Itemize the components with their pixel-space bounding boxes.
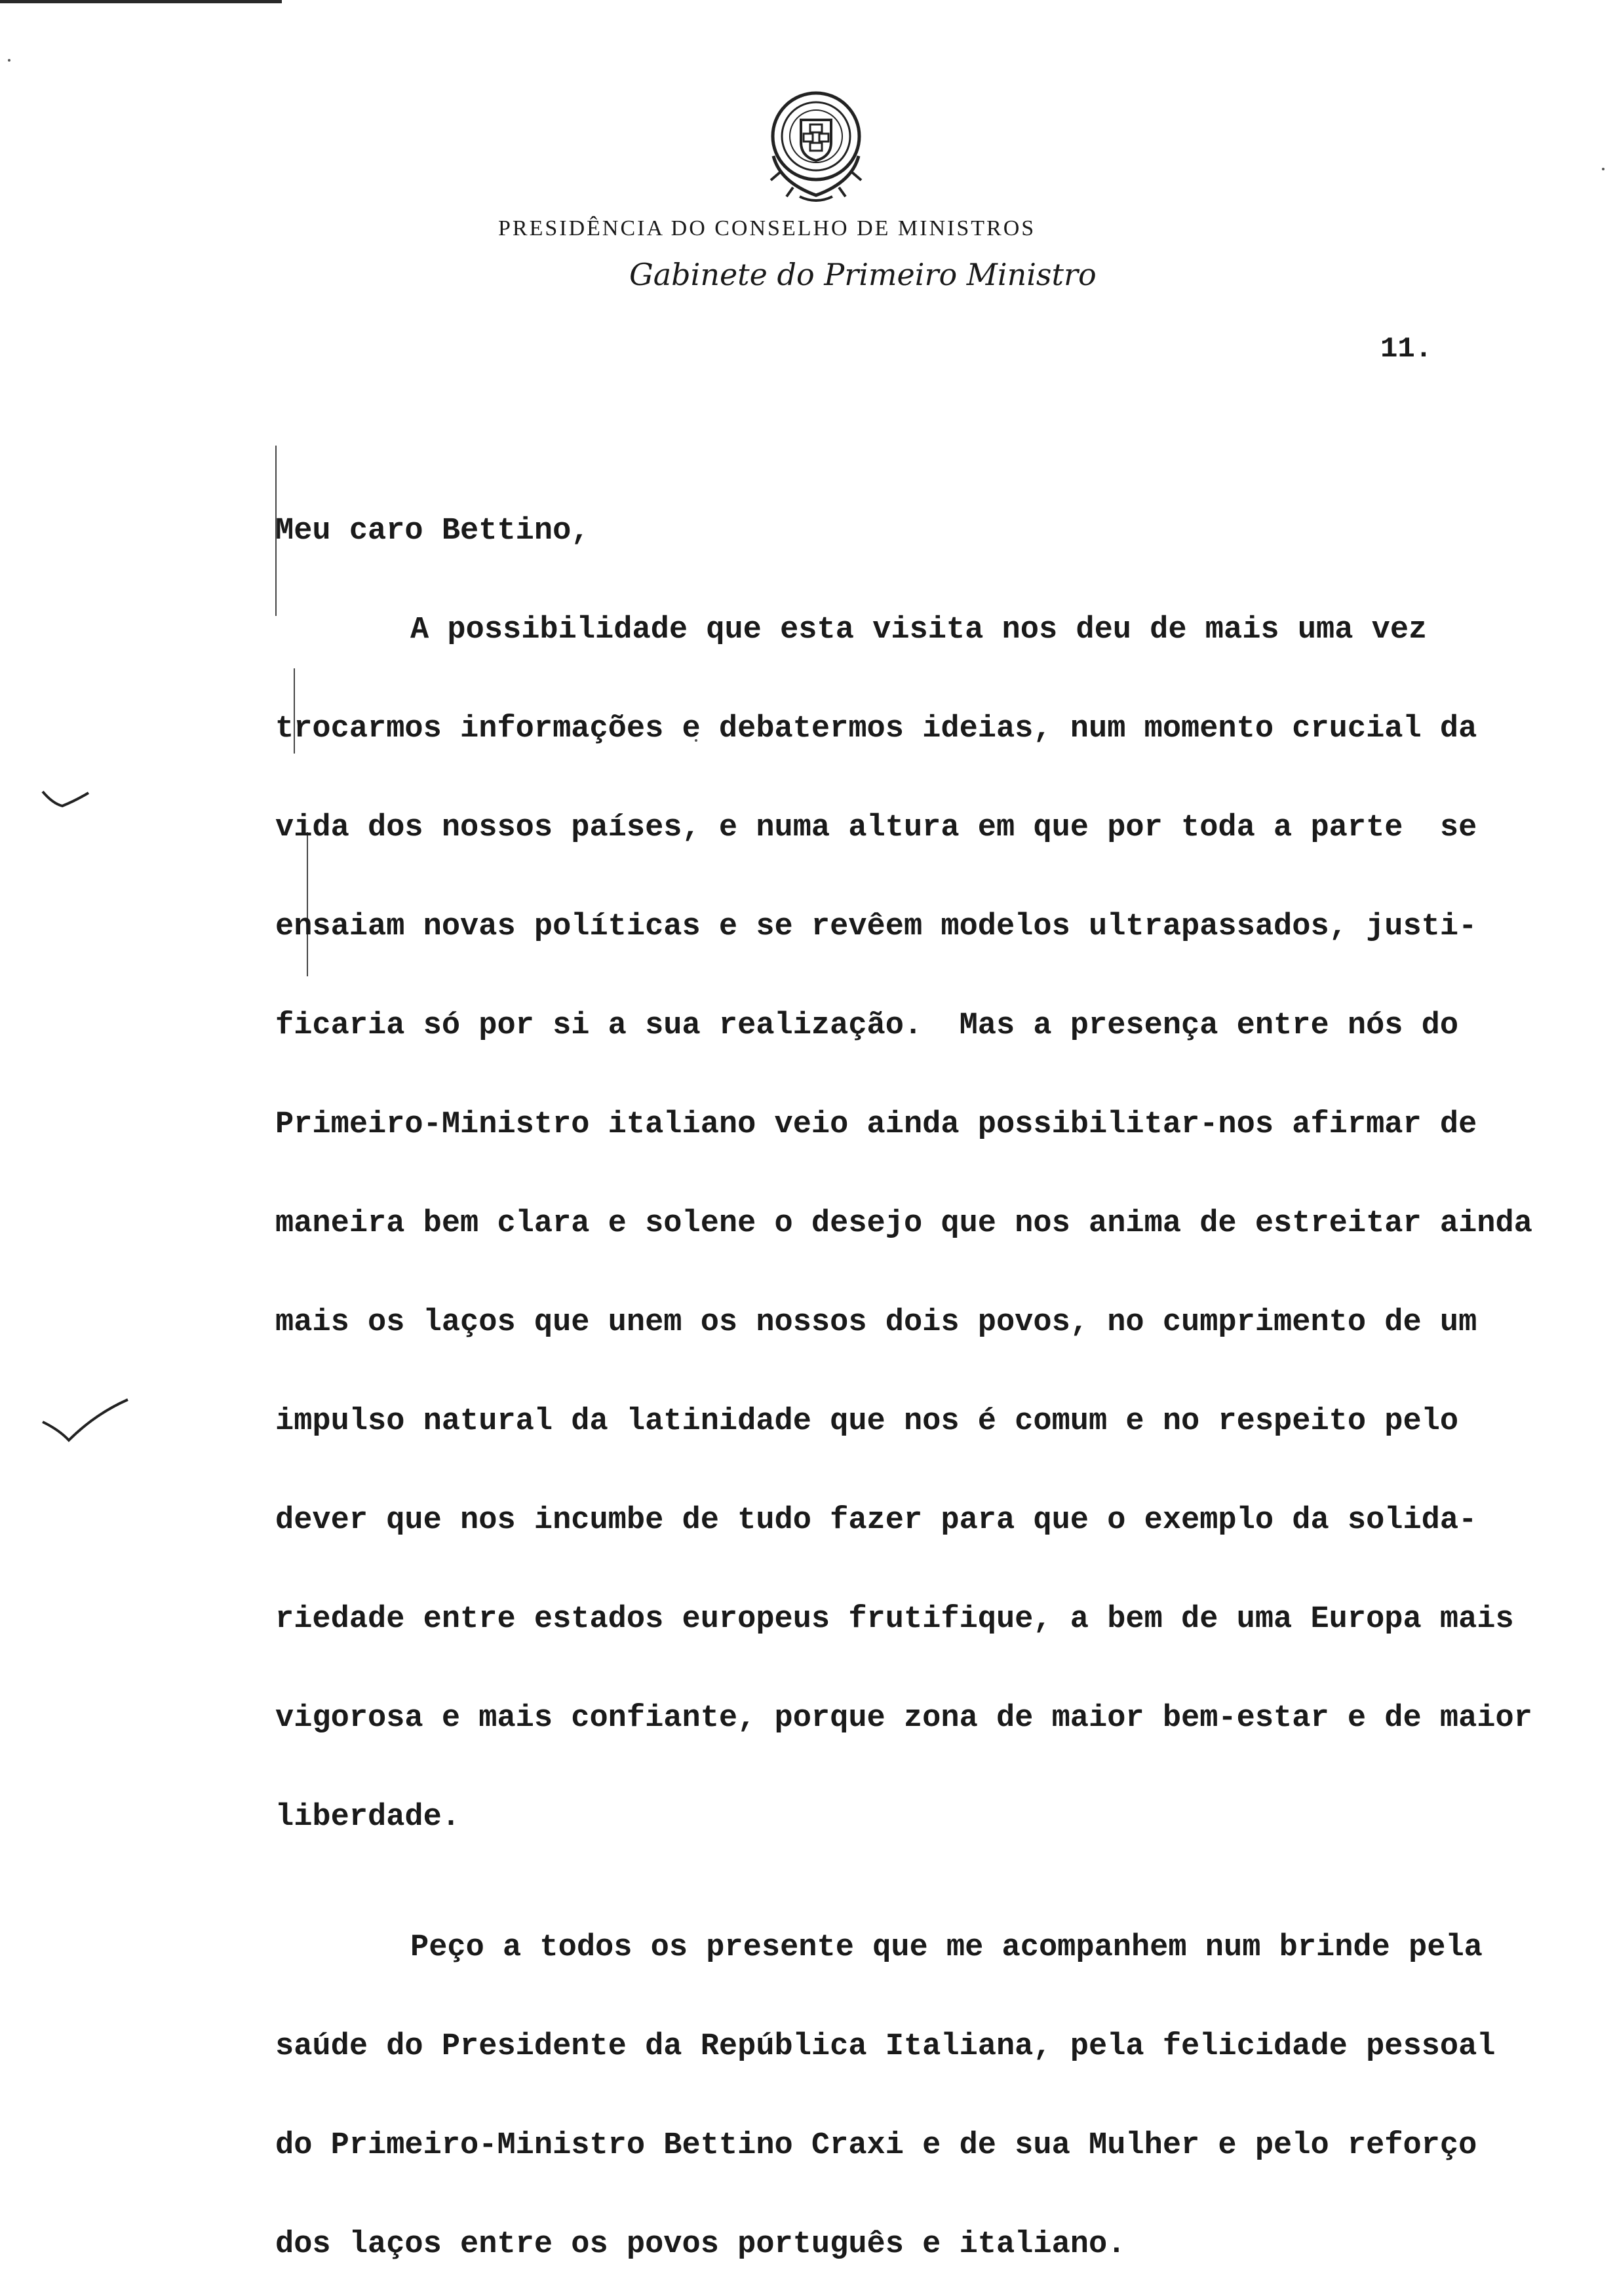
top-rule [0,0,282,3]
paper-speck [1602,168,1605,170]
check-mark-icon [39,786,92,813]
paragraph-line: ficaria só por si a sua realização. Mas a presença entre nós do [275,1008,1459,1043]
letter-body [275,482,1606,2294]
paragraph-line: do Primeiro-Ministro Bettino Craxi e de sua Mulher e pelo reforço [275,2128,1477,2163]
paragraph-1 [275,581,1606,1867]
paragraph-line: Primeiro-Ministro italiano veio ainda possibilitar-nos afirmar de [275,1107,1477,1142]
paper-speck [8,59,10,62]
office-subtitle: Gabinete do Primeiro Ministro [629,257,1097,292]
paragraph-line: dever que nos incumbe de tudo fazer para que o exemplo da solida- [275,1503,1477,1538]
paragraph-line: A possibilidade que esta visita nos deu de mais uma vez [410,613,1428,647]
paragraph-gap [275,1867,1606,1898]
paragraph-2 [275,1898,1606,2294]
paragraph-line: dos laços entre os povos português e italiano. [275,2227,1126,2262]
paragraph-line: impulso natural da latinidade que nos é comum e no respeito pelo [275,1404,1459,1439]
paragraph-line: trocarmos informações e debatermos ideias, num momento crucial da [275,712,1477,746]
check-mark-icon [39,1396,131,1448]
institution-title: PRESIDÊNCIA DO CONSELHO DE MINISTROS [498,216,1036,240]
paragraph-line: Peço a todos os presente que me acompanhem num brinde pela [410,1930,1483,1965]
paragraph-line: vigorosa e mais confiante, porque zona de maior bem-estar e de maior [275,1701,1532,1736]
paragraph-line: riedade entre estados europeus frutifique, a bem de uma Europa mais [275,1602,1514,1637]
page-number: 11. [1380,333,1433,366]
paragraph-line: liberdade. [275,1800,461,1835]
paragraph-line: ensaiam novas políticas e se revêem modelos ultrapassados, justi- [275,909,1477,944]
paragraph-line: mais os laços que unem os nossos dois povos, no cumprimento de um [275,1305,1477,1340]
paragraph-line: maneira bem clara e solene o desejo que nos anima de estreitar ainda [275,1206,1532,1241]
paragraph-line: vida dos nossos países, e numa altura em que por toda a parte se [275,811,1477,845]
coat-of-arms-seal-icon [760,84,872,208]
salutation: Meu caro Bettino, [275,514,590,548]
paragraph-line: saúde do Presidente da República Italiana, pela felicidade pessoal [275,2029,1496,2064]
